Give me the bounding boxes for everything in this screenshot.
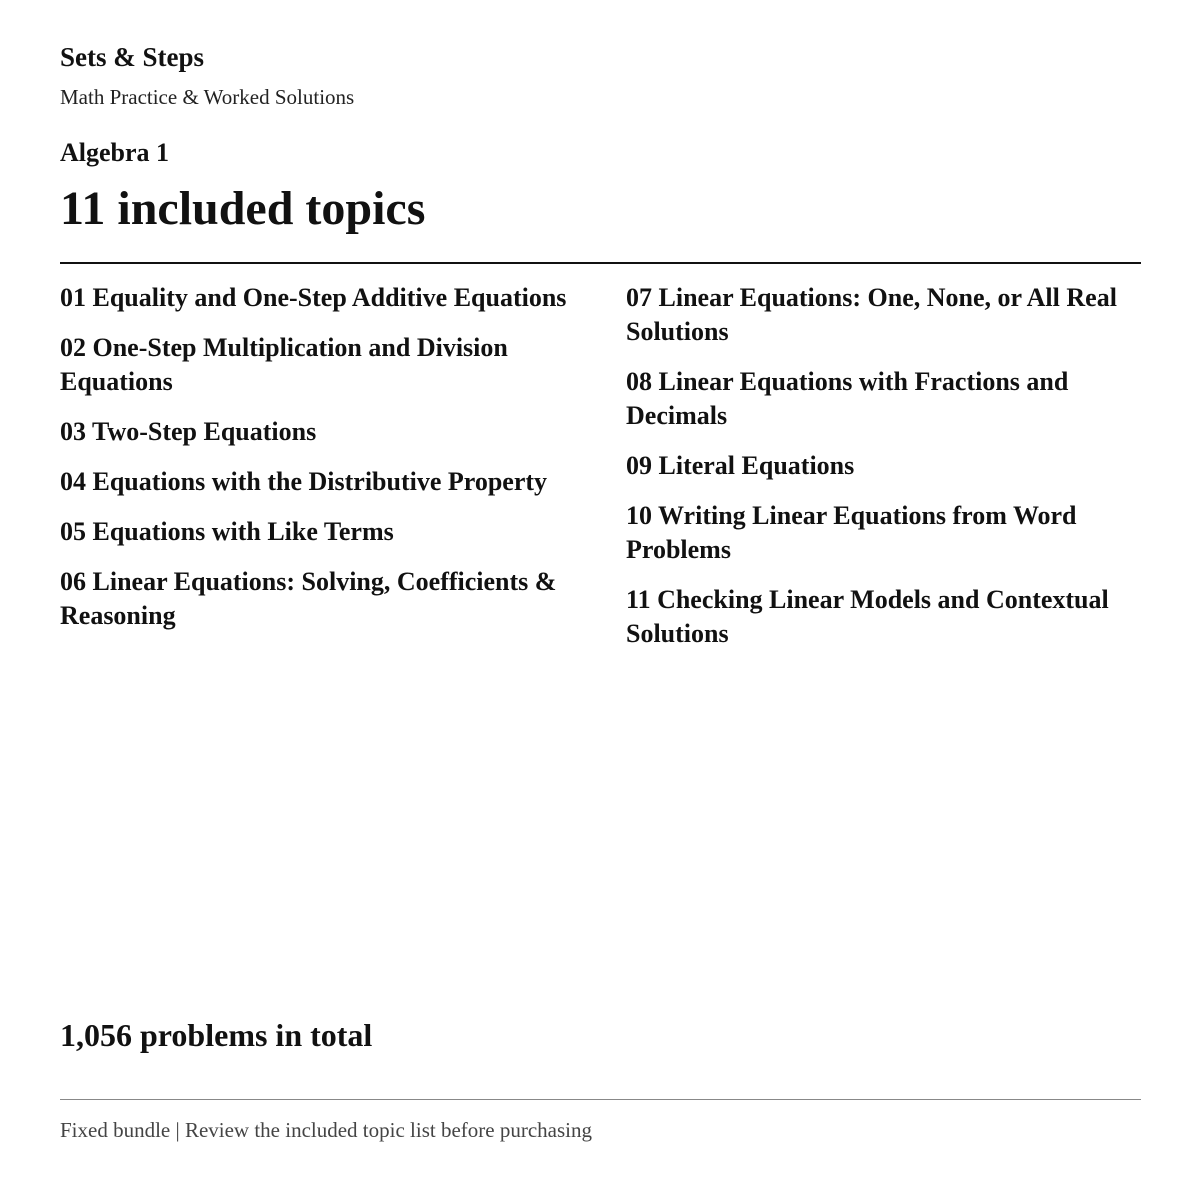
footer-note: Fixed bundle | Review the included topic list before purchasing <box>60 1118 592 1142</box>
topic-item: 08 Linear Equations with Fractions and Decimals <box>626 367 1069 430</box>
topic-item: 09 Literal Equations <box>626 451 855 480</box>
topic-column-right <box>626 281 1141 667</box>
topic-item: 03 Two-Step Equations <box>60 417 317 446</box>
topic-item: 05 Equations with Like Terms <box>60 517 394 546</box>
topic-item: 01 Equality and One-Step Additive Equations <box>60 283 567 312</box>
brand-tagline: Math Practice & Worked Solutions <box>60 85 355 109</box>
brand-name: Sets & Steps <box>60 42 205 72</box>
topic-item: 07 Linear Equations: One, None, or All Real Solutions <box>626 283 1117 346</box>
topic-item: 04 Equations with the Distributive Property <box>60 467 548 496</box>
course-title: Algebra 1 <box>60 138 170 167</box>
topic-item: 10 Writing Linear Equations from Word Problems <box>626 501 1077 564</box>
footer-divider <box>60 1099 1141 1100</box>
problem-total: 1,056 problems in total <box>60 1017 373 1053</box>
topic-list <box>60 281 1141 667</box>
topic-item: 06 Linear Equations: Solving, Coefficients & Reasoning <box>60 567 557 630</box>
header-divider <box>60 262 1141 264</box>
topic-item: 11 Checking Linear Models and Contextual Solutions <box>626 585 1109 648</box>
topic-item: 02 One-Step Multiplication and Division Equations <box>60 333 508 396</box>
page-title: 11 included topics <box>60 182 426 235</box>
topic-column-left <box>60 281 580 667</box>
